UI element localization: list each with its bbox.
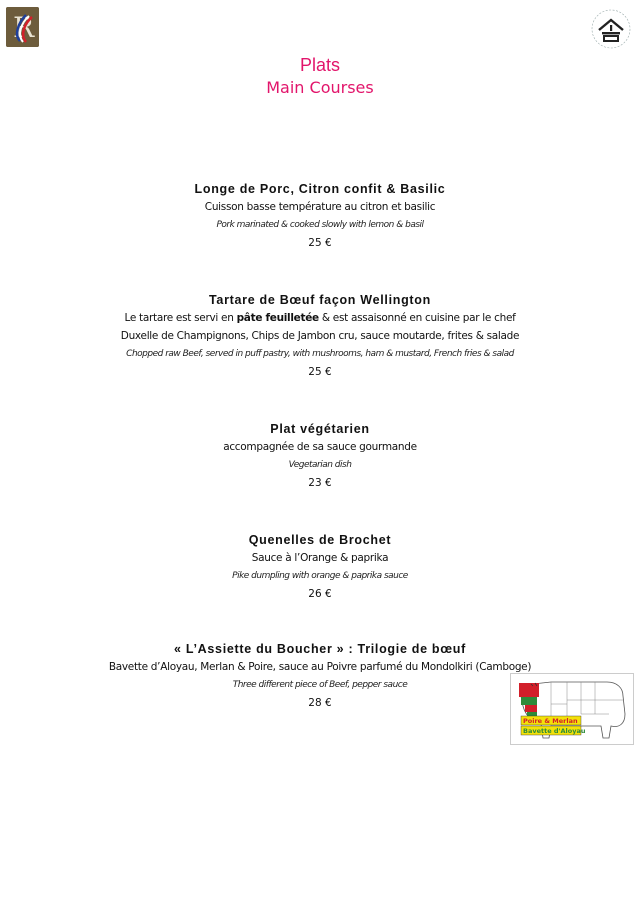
description-text: Le tartare est servi en [124,312,237,324]
beef-cuts-diagram [510,673,634,745]
dish-name: « L’Assiette du Boucher » : Trilogie de bœuf [174,642,466,656]
dish-price: 25 € [308,366,332,378]
r-monogram-icon [6,7,39,47]
cut-label-2: Bavette d'Aloyau [523,727,586,735]
dish-english: Pike dumpling with orange & paprika sauce [232,571,408,581]
dish-english: Chopped raw Beef, served in puff pastry, with mushrooms, ham & mustard, French fries & salad [126,349,514,359]
dish-name: Plat végétarien [270,422,370,436]
cut-label-1: Poire & Merlan [523,717,578,725]
dish-price: 25 € [308,237,332,249]
dish-price: 23 € [308,477,332,489]
cow-icon [511,674,633,744]
dish-description [0,309,640,327]
dish-price: 28 € [308,697,332,709]
dish-description: Bavette d’Aloyau, Merlan & Poire, sauce au Poivre parfumé du Mondolkiri (Camboge) [108,661,532,673]
house-pan-icon [590,8,632,50]
dish-description: accompagnée de sa sauce gourmande [223,441,417,453]
menu-item [0,180,640,252]
page-subtitle: Main Courses [266,78,374,97]
dish-name: Longe de Porc, Citron confit & Basilic [194,182,446,196]
menu-item [0,531,640,603]
dish-name: Quenelles de Brochet [248,533,392,547]
fait-maison-logo [590,8,632,50]
dish-description-2: Duxelle de Champignons, Chips de Jambon cru, sauce moutarde, frites & salade [120,330,520,342]
dish-english: Three different piece of Beef, pepper sauce [232,680,408,690]
dish-english: Vegetarian dish [288,460,352,470]
dish-description: Sauce à l’Orange & paprika [251,552,389,564]
page-title: Plats [299,55,341,75]
description-text: & est assaisonné en cuisine par le chef [318,312,516,324]
dish-price: 26 € [308,588,332,600]
svg-text:R: R [13,11,35,44]
dish-description: Cuisson basse température au citron et basilic [204,201,436,213]
dish-english: Pork marinated & cooked slowly with lemon & basil [216,220,424,230]
restaurant-logo [6,7,39,47]
menu-item [0,291,640,381]
dish-name: Tartare de Bœuf façon Wellington [209,293,431,307]
menu-item [0,420,640,492]
description-bold-text: pâte feuilletée [236,312,319,324]
